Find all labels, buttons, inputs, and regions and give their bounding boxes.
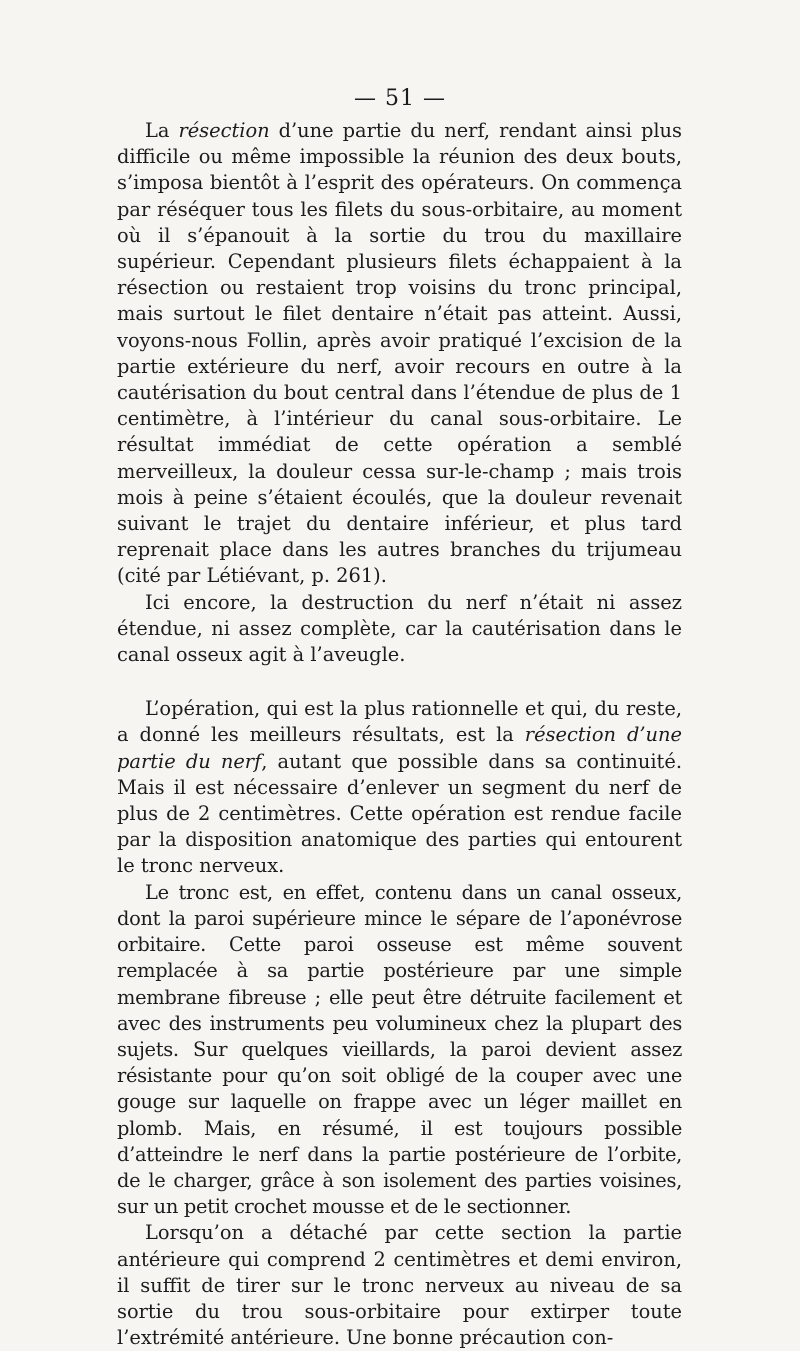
- section-gap: [117, 668, 682, 696]
- text-run: Lorsqu’on a détaché par cette section la partie antérieure qui comprend 2 centimètres et demi environ, il suffit de tirer sur le tronc nerveux au niveau de sa sortie du trou sous-orbitaire pour extirper toute l’extrémité antérieure. Une bonne précaution con-: [117, 1221, 682, 1350]
- italic-term: résection: [178, 119, 270, 142]
- paragraph-extraction: [117, 1220, 682, 1351]
- text-run: Le tronc est, en effet, contenu dans un canal osseux, dont la paroi supérieure mince le sépare de l’aponévrose orbitaire. Cette paroi osseuse est même souvent remplacée à sa partie postérieure par une simple membrane fibreuse ; elle peut être détruite facilement et avec des instruments peu volumineux chez la plupart des sujets. Sur quelques vieillards, la paroi devient assez résistante pour qu’on soit obligé de la couper avec une gouge sur laquelle on frappe avec un léger maillet en plomb. Mais, en résumé, il est toujours possible d’atteindre le nerf dans la partie postérieure de l’orbite, de le charger, grâce à son isolement des parties voisines, sur un petit crochet mousse et de le sectionner.: [117, 880, 682, 1219]
- text-run: , autant que possible dans sa continuité. Mais il est nécessaire d’enlever un segment du nerf de plus de 2 centimètres. Cette opération est rendue facile par la disposition anatomique des parties qui entourent le tronc nerveux.: [117, 749, 682, 878]
- paragraph-rational-operation: [117, 696, 682, 879]
- text-run: d’une partie du nerf, rendant ainsi plus difficile ou même impossible la réunion des deux bouts, s’imposa bientôt à l’esprit des opérateurs. On commença par réséquer tous les filets du sous-orbitaire, au moment où il s’épanouit à la sortie du trou du maxillaire supérieur. Cependant plusieurs filets échappaient à la résection ou restaient trop voisins du tronc principal, mais surtout le filet dentaire n’était pas atteint. Aussi, voyons-nous Follin, après avoir pratiqué l’excision de la partie extérieure du nerf, avoir recours en outre à la cautérisation du bout central dans l’étendue de plus de 1 centimètre, à l’intérieur du canal sous-orbitaire. Le résultat immédiat de cette opération a semblé merveilleux, la douleur cessa sur-le-champ ; mais trois mois à peine s’étaient écoulés, que la douleur revenait suivant le trajet du dentaire inférieur, et plus tard reprenait place dans les autres branches du trijumeau (cité par Létiévant, p. 261).: [117, 119, 682, 588]
- text-run: Ici encore, la destruction du nerf n’était ni assez étendue, ni assez complète, car la cautérisation dans le canal osseux agit à l’aveugle.: [117, 590, 682, 667]
- paragraph-anatomy: [117, 880, 682, 1221]
- page-number: — 51 —: [354, 86, 446, 111]
- paragraph-resection-history: [117, 118, 682, 590]
- italic-term: résection d’une partie du nerf: [117, 723, 682, 773]
- paragraph-cauterisation-note: [117, 590, 682, 669]
- text-run: La: [145, 119, 179, 142]
- text-run: L’opération, qui est la plus rationnelle et qui, du reste, a donné les meilleurs résultats, est la: [117, 697, 682, 747]
- body-text: [117, 118, 682, 1351]
